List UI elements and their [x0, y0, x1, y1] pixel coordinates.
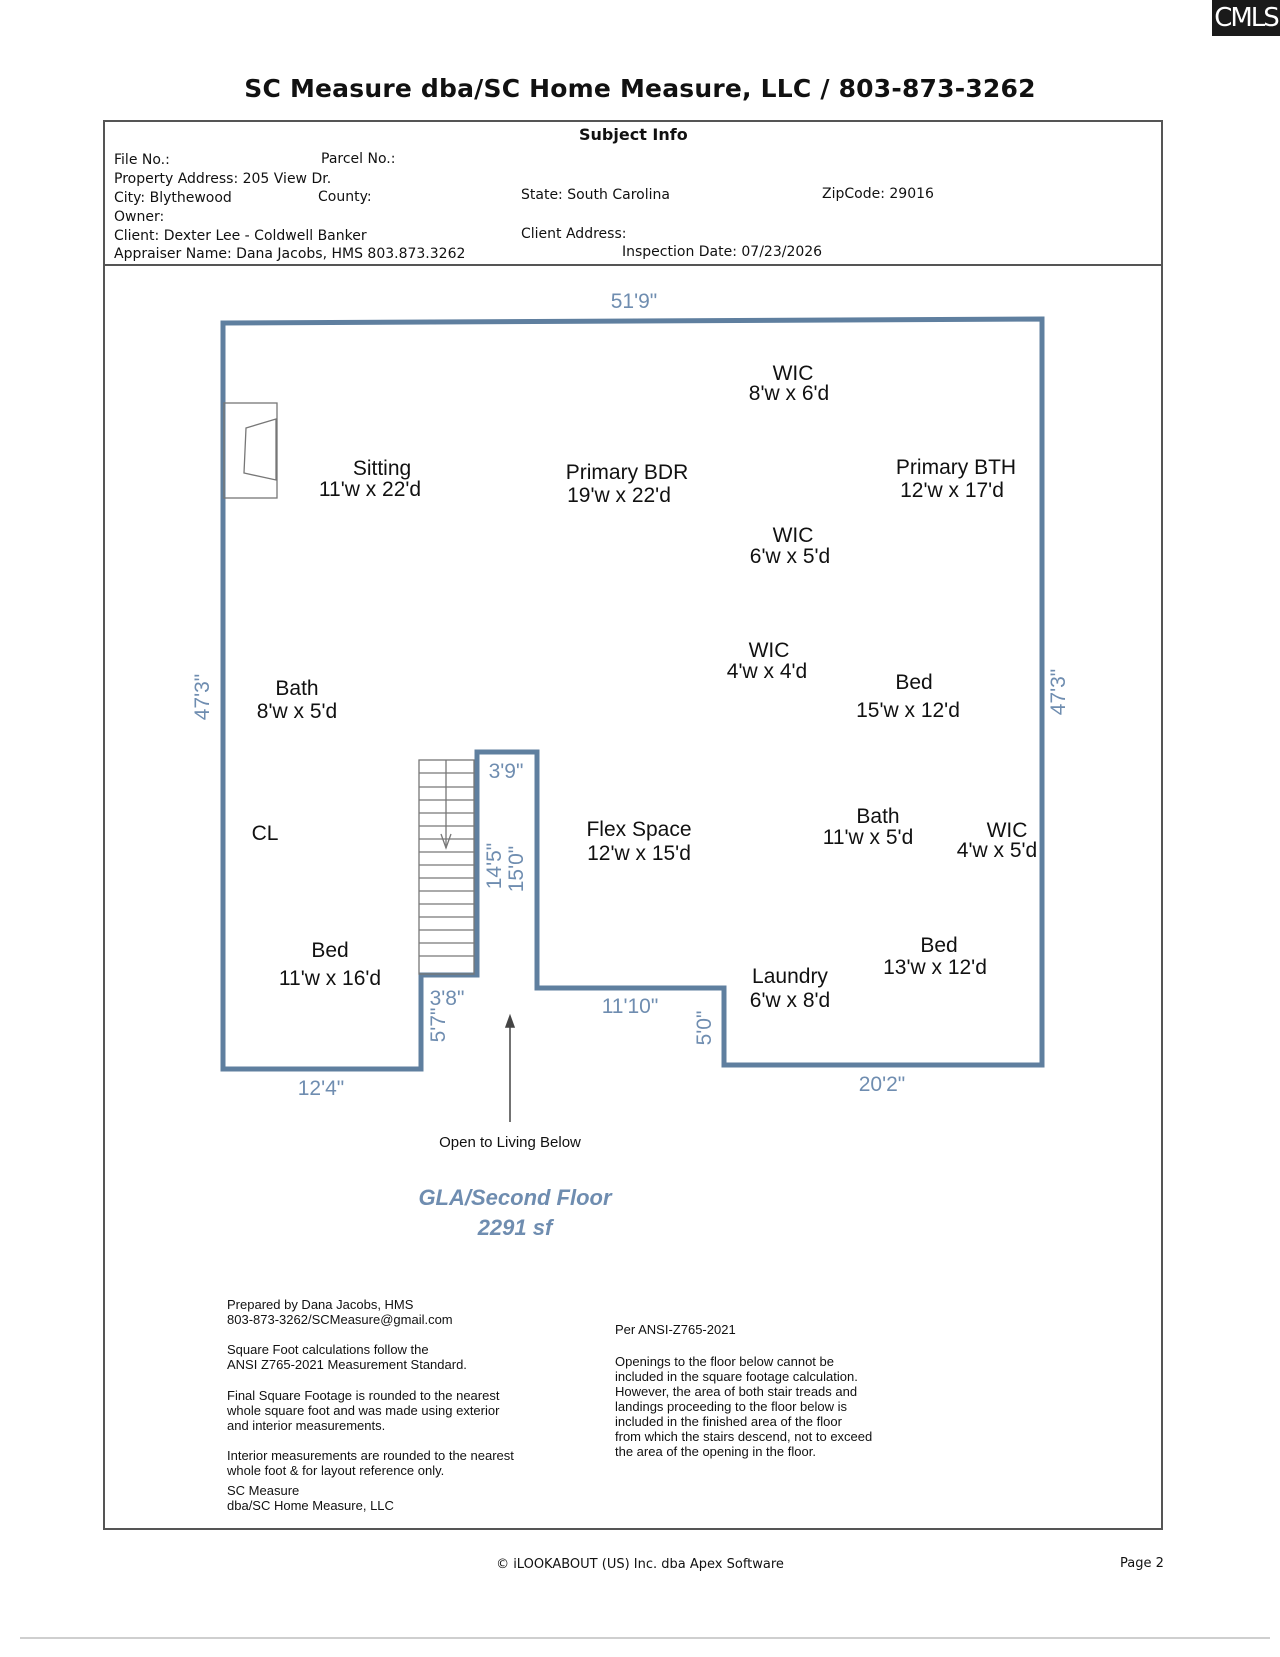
- room-wic-1: [749, 362, 829, 405]
- gla-title: GLA/Second Floor: [418, 1185, 612, 1210]
- dim-opening-bottom-width: 3'8": [429, 987, 465, 1010]
- room-laundry: [750, 965, 830, 1012]
- gla-area: 2291 sf: [477, 1215, 553, 1240]
- note-interior: Interior measurements are rounded to the nearest whole foot & for layout reference only.: [227, 1448, 514, 1478]
- room-name: Primary BDR: [565, 461, 689, 484]
- parcel-no-field: Parcel No.:: [321, 151, 396, 167]
- room-wic-2: [750, 524, 830, 568]
- dim-flex-bottom: 11'10": [601, 995, 659, 1018]
- copyright: © iLOOKABOUT (US) Inc. dba Apex Software: [496, 1557, 784, 1572]
- room-flex-space: [586, 818, 691, 865]
- room-name: CL: [251, 822, 279, 845]
- room-name: Bed: [920, 934, 958, 957]
- room-cl: [252, 822, 279, 845]
- dim-right: 47'3": [1047, 668, 1070, 716]
- note-rounding: Final Square Footage is rounded to the nearest whole square foot and was made using exterior and interior measurements.: [227, 1388, 500, 1433]
- room-name: WIC: [748, 639, 790, 662]
- room-size: 4'w x 5'd: [956, 839, 1038, 862]
- appraiser-field: Appraiser Name: Dana Jacobs, HMS 803.873.3262: [114, 246, 466, 262]
- room-name: Bath: [856, 805, 900, 828]
- note-per-ansi: Per ANSI-Z765-2021: [615, 1322, 736, 1337]
- room-bath-2: [823, 805, 914, 849]
- room-size: 15'w x 12'd: [856, 699, 960, 722]
- fireplace: [224, 403, 277, 498]
- open-to-living-label: Open to Living Below: [439, 1134, 581, 1151]
- room-wic-3: [727, 639, 807, 683]
- room-name: Sitting: [352, 457, 412, 480]
- note-openings: Openings to the floor below cannot be included in the square footage calculation. However, the area of both stair treads and landings proceeding to the floor below is included in the finished area of the floor from which the stairs descend, not to exceed the area of the opening in the floor.: [615, 1354, 873, 1459]
- room-size: 11'w x 16'd: [278, 967, 382, 990]
- dim-left: 47'3": [191, 673, 214, 721]
- property-address-field: Property Address: 205 View Dr.: [114, 171, 332, 187]
- room-size: 6'w x 5'd: [749, 545, 831, 568]
- page-number: Page 2: [1120, 1556, 1164, 1571]
- bottom-divider: [20, 1637, 1270, 1639]
- dim-opening-top: 3'9": [488, 760, 524, 783]
- subject-info-title: Subject Info: [579, 125, 688, 144]
- dim-bottom-right: 20'2": [858, 1073, 906, 1096]
- cmls-logo: CMLS: [1212, 0, 1280, 36]
- dim-opening-inner-b: 15'0": [505, 845, 528, 893]
- room-name: Bed: [311, 939, 349, 962]
- room-sitting: [319, 457, 421, 501]
- room-bath-1: [257, 677, 337, 723]
- dim-top: 51'9": [610, 290, 658, 313]
- county-field: County:: [318, 189, 372, 205]
- city-field: City: Blythewood: [114, 190, 232, 206]
- client-field: Client: Dexter Lee - Coldwell Banker: [114, 228, 367, 244]
- state-field: State: South Carolina: [521, 187, 670, 203]
- room-primary-bdr: [566, 461, 689, 507]
- file-no-field: File No.:: [114, 152, 170, 168]
- dim-laundry-step: 5'0": [693, 1010, 716, 1046]
- room-size: 11'w x 5'd: [822, 826, 914, 849]
- room-size: 6'w x 8'd: [749, 989, 831, 1012]
- note-company: SC Measure dba/SC Home Measure, LLC: [227, 1483, 394, 1513]
- room-size: 12'w x 15'd: [587, 842, 691, 865]
- note-prepared: Prepared by Dana Jacobs, HMS 803-873-3262/SCMeasure@gmail.com: [227, 1297, 453, 1327]
- room-name: Bed: [895, 671, 933, 694]
- room-primary-bth: [896, 456, 1016, 502]
- room-name: Flex Space: [586, 818, 692, 841]
- zip-field: ZipCode: 29016: [822, 186, 934, 202]
- room-name: WIC: [772, 524, 814, 547]
- room-name: Primary BTH: [895, 456, 1017, 479]
- room-name: WIC: [986, 819, 1028, 842]
- room-wic-4: [957, 819, 1037, 862]
- company-header: SC Measure dba/SC Home Measure, LLC / 803-873-3262: [244, 74, 1036, 103]
- dim-opening-bottom-height: 5'7": [427, 1007, 450, 1043]
- room-size: 4'w x 4'd: [726, 660, 808, 683]
- room-size: 12'w x 17'd: [900, 479, 1004, 502]
- room-size: 11'w x 22'd: [318, 478, 422, 501]
- room-name: Bath: [275, 677, 319, 700]
- room-bed-2: [279, 939, 381, 990]
- room-size: 8'w x 6'd: [748, 382, 830, 405]
- client-address-field: Client Address:: [521, 226, 627, 242]
- gla-label: [370, 1183, 660, 1243]
- staircase: [419, 760, 474, 974]
- dim-opening-inner-a: 14'5": [483, 842, 506, 890]
- room-name: WIC: [772, 362, 814, 385]
- room-size: 8'w x 5'd: [256, 700, 338, 723]
- room-size: 13'w x 12'd: [883, 956, 987, 979]
- open-arrow: [506, 1016, 514, 1122]
- room-size: 19'w x 22'd: [567, 484, 671, 507]
- owner-field: Owner:: [114, 209, 165, 225]
- room-bed-3: [883, 934, 987, 979]
- room-name: Laundry: [752, 965, 828, 988]
- room-bed-1: [856, 671, 960, 722]
- dim-bottom-left: 12'4": [297, 1077, 345, 1100]
- note-standard: Square Foot calculations follow the ANSI Z765-2021 Measurement Standard.: [227, 1342, 467, 1372]
- inspection-date-field: Inspection Date: 07/23/2026: [622, 244, 823, 260]
